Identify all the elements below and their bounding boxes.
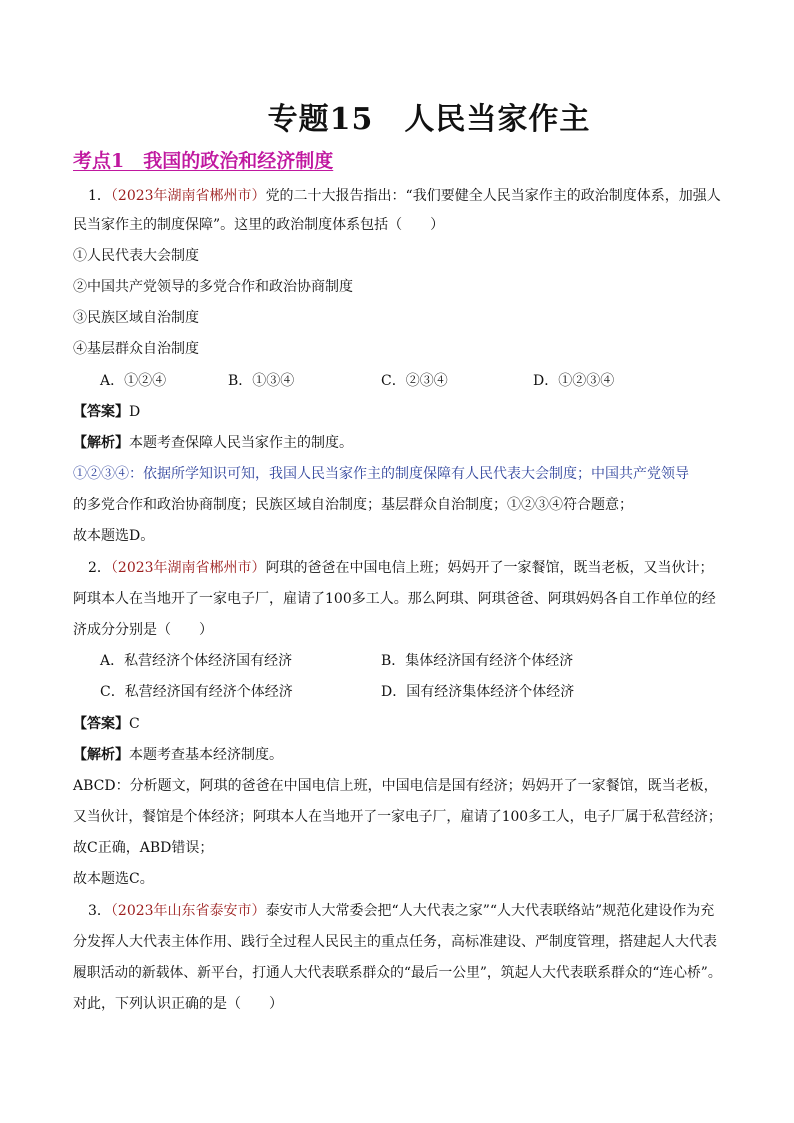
q1-explanation-line-2: 的多党合作和政治协商制度；民族区域自治制度；基层群众自治制度；①②③④符合题意； [73, 497, 633, 513]
q1-analysis-text: 本题考查保障人民当家作主的制度。 [129, 435, 353, 451]
q1-stem-line-1 [88, 186, 721, 206]
q3-stem-text-1: 泰安市人大常委会把“人大代表之家”“人大代表联络站”规范化建设作为充 [265, 903, 715, 919]
q3-stem-line-2: 分发挥人大代表主体作用、践行全过程人民民主的重点任务，高标准建设、严制度管理，搭建起人大代表 [73, 934, 717, 950]
q2-explanation-line-2: 又当伙计，餐馆是个体经济；阿琪本人在当地开了一家电子厂，雇请了100多工人，电子厂属于私营经济； [73, 809, 722, 825]
q1-analysis-tag: 【解析】 [73, 435, 129, 451]
q3-stem-line-1 [88, 901, 714, 921]
q1-option-c: C．②③④ [381, 373, 448, 389]
q2-analysis-text: 本题考查基本经济制度。 [129, 747, 283, 763]
q2-stem-text-1: 阿琪的爸爸在中国电信上班；妈妈开了一家餐馆，既当老板，又当伙计； [265, 560, 714, 576]
q2-option-a: A．私营经济个体经济国有经济 [100, 653, 293, 669]
q1-answer-tag: 【答案】 [73, 404, 129, 420]
q1-number: 1． [88, 188, 111, 204]
q1-item-1: ①人民代表大会制度 [73, 248, 199, 264]
q1-stem-line-2: 民当家作主的制度保障”。这里的政治制度体系包括（ ） [73, 217, 445, 233]
q2-source: （2023年湖南省郴州市） [110, 560, 266, 576]
q1-option-a: A．①②④ [100, 373, 167, 389]
q2-option-d: D．国有经济集体经济个体经济 [381, 684, 575, 700]
q1-item-4: ④基层群众自治制度 [73, 341, 199, 357]
q1-option-d: D．①②③④ [533, 373, 615, 389]
q1-conclusion: 故本题选D。 [73, 528, 155, 544]
q2-conclusion: 故本题选C。 [73, 871, 154, 887]
q2-option-c: C．私营经济国有经济个体经济 [100, 684, 293, 700]
q2-explanation-line-1: ABCD：分析题文，阿琪的爸爸在中国电信上班，中国电信是国有经济；妈妈开了一家餐馆，既当老板， [73, 778, 718, 794]
q2-answer [73, 714, 140, 734]
q2-analysis [73, 745, 283, 765]
q2-answer-value: C [129, 716, 140, 732]
q3-stem-line-3: 履职活动的新载体、新平台，打通人大代表联系群众的“最后一公里”，筑起人大代表联系群众的“连心桥”。 [73, 965, 722, 981]
q1-analysis [73, 433, 353, 453]
q2-analysis-tag: 【解析】 [73, 747, 129, 763]
q1-stem-text-1: 党的二十大报告指出：“我们要健全人民当家作主的政治制度体系，加强人 [265, 188, 721, 204]
q1-answer [73, 402, 140, 422]
q3-source: （2023年山东省泰安市） [110, 903, 266, 919]
q2-stem-line-1 [88, 558, 714, 578]
q3-number: 3． [88, 903, 111, 919]
q2-number: 2． [88, 560, 111, 576]
q1-item-3: ③民族区域自治制度 [73, 310, 199, 326]
q1-option-b: B．①③④ [228, 373, 295, 389]
q2-option-b: B．集体经济国有经济个体经济 [381, 653, 574, 669]
q3-stem-line-4: 对此，下列认识正确的是（ ） [73, 996, 283, 1012]
q1-answer-value: D [129, 404, 141, 420]
q1-explanation-line-1: ①②③④：依据所学知识可知，我国人民当家作主的制度保障有人民代表大会制度；中国共产党领导 [73, 466, 689, 482]
q1-source: （2023年湖南省郴州市） [110, 188, 266, 204]
q2-answer-tag: 【答案】 [73, 716, 129, 732]
q2-stem-line-3: 济成分分别是（ ） [73, 622, 213, 638]
page-title: 专题15 人民当家作主 [267, 102, 591, 137]
section-heading: 考点1 我国的政治和经济制度 [73, 150, 334, 172]
q1-item-2: ②中国共产党领导的多党合作和政治协商制度 [73, 279, 353, 295]
q2-explanation-line-3: 故C正确，ABD错误； [73, 840, 214, 856]
q2-stem-line-2: 阿琪本人在当地开了一家电子厂，雇请了100多工人。那么阿琪、阿琪爸爸、阿琪妈妈各自工作单位的经 [73, 591, 716, 607]
